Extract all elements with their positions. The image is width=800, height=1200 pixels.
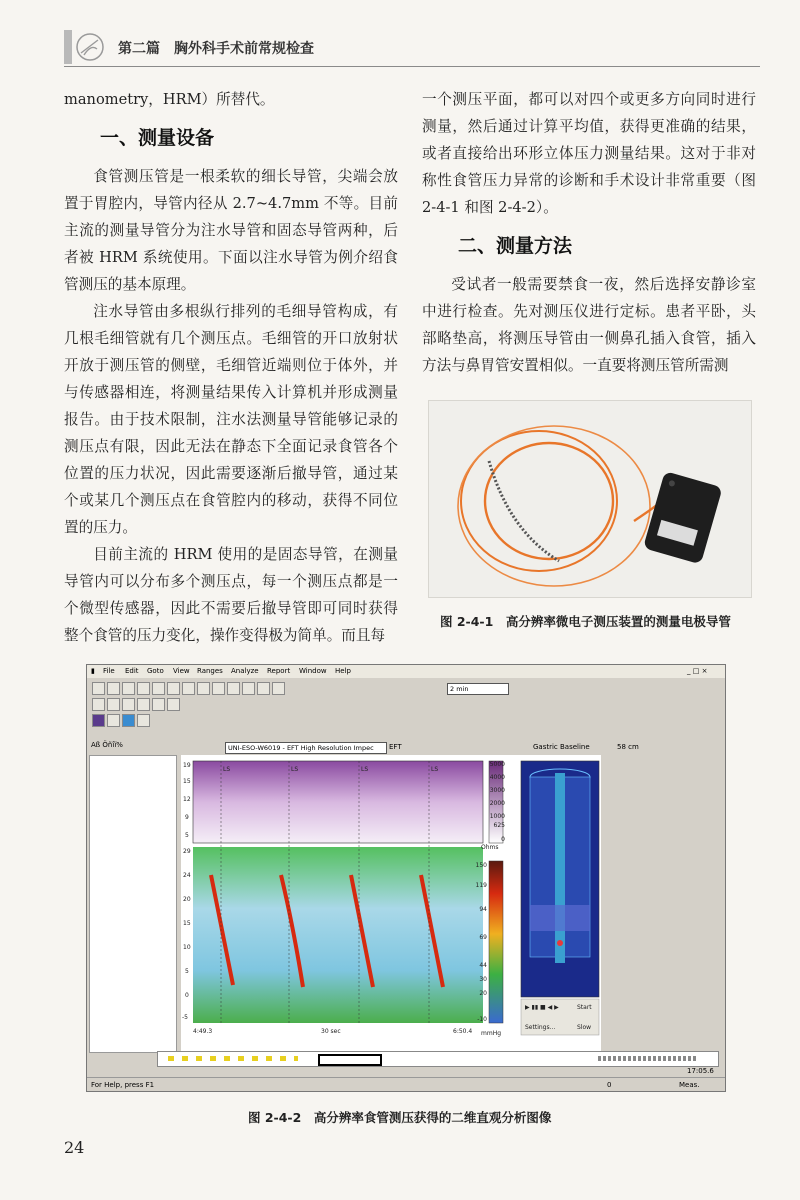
- status-time: 17:05.6: [687, 1067, 714, 1075]
- toolbar-navigation: [91, 697, 181, 711]
- zoom-in-icon[interactable]: [242, 682, 255, 695]
- svg-text:20: 20: [479, 990, 487, 997]
- paragraph: 食管测压管是一根柔软的细长导管，尖端会放置于胃腔内，导管内径从 2.7~4.7mm 不等。目前主流的测量导管分为注水导管和固态导管两种，后者被 HRM 系统使用。下面以注水导管为例介绍食管测压的基本原理。: [64, 168, 398, 293]
- page-number: 24: [64, 1138, 85, 1157]
- fast-forward-icon[interactable]: [107, 698, 120, 711]
- section-heading-equipment: 一、测量设备: [100, 127, 215, 149]
- next-icon[interactable]: [167, 698, 180, 711]
- pressure-heatmap: [193, 847, 483, 1023]
- time-end: 6:50.4: [453, 1028, 473, 1035]
- right-column: [422, 86, 756, 379]
- impedance-unit: Ohms: [481, 844, 499, 851]
- cut-icon[interactable]: [182, 682, 195, 695]
- status-text: For Help, press F1: [91, 1081, 155, 1089]
- view-color-icon[interactable]: [92, 714, 105, 727]
- menu-edit[interactable]: Edit: [125, 667, 139, 675]
- svg-text:69: 69: [479, 934, 487, 941]
- step-forward-icon[interactable]: [137, 698, 150, 711]
- open-icon[interactable]: [92, 682, 105, 695]
- marker-label: LS: [291, 766, 299, 773]
- pointer-icon[interactable]: [137, 682, 150, 695]
- y-tick: 20: [183, 896, 191, 903]
- menu-goto[interactable]: Goto: [147, 667, 164, 675]
- timeline-events: [168, 1056, 298, 1061]
- svg-text:-10: -10: [477, 1016, 487, 1023]
- paragraph: 注水导管由多根纵行排列的毛细导管构成，有几根毛细管就有几个测压点。毛细管的开口放射状开放于测压管的侧壁，毛细管近端则位于体外，并与传感器相连，将测量结果传入计算机并形成测量报告。由于技术限制，注水法测量导管能够记录的测压点有限，因此无法在静态下全面记录食管各个位置的压力状况，因此需要逐渐后撤导管，通过某个或某几个测压点在食管腔内的移动，获得不同位置的压力。: [64, 303, 398, 536]
- app-icon: ▮: [91, 667, 95, 675]
- y-tick: -5: [182, 1014, 188, 1021]
- y-tick: 24: [183, 872, 191, 879]
- window-controls[interactable]: _ □ ×: [687, 667, 708, 675]
- status-bar: [87, 1067, 725, 1092]
- timeline-events-right: [598, 1056, 698, 1061]
- header-title: 第二篇 胸外科手术前常规检查: [118, 41, 314, 57]
- menu-ranges[interactable]: Ranges: [197, 667, 223, 675]
- eft-label: EFT: [389, 743, 402, 751]
- svg-text:44: 44: [479, 962, 487, 969]
- menu-window[interactable]: Window: [299, 667, 327, 675]
- time-window-select[interactable]: 2 min: [447, 683, 509, 695]
- hrm-software-screenshot: [86, 664, 726, 1092]
- marker-label: LS: [431, 766, 439, 773]
- svg-text:3000: 3000: [489, 787, 505, 794]
- y-tick: 12: [183, 796, 191, 803]
- impedance-heatmap: [193, 761, 483, 843]
- y-tick: 0: [185, 992, 189, 999]
- y-tick: 5: [185, 832, 189, 839]
- y-tick: 29: [183, 848, 191, 855]
- menu-view[interactable]: View: [173, 667, 190, 675]
- select-icon[interactable]: [167, 682, 180, 695]
- svg-text:2000: 2000: [489, 800, 505, 807]
- paragraph: 一个测压平面，都可以对四个或更多方向同时进行测量，然后通过计算平均值，获得更准确的结果，或者直接给出环形立体压力测量结果。这对于非对称性食管压力异常的诊断和手术设计非常重要（图 2-4-1 和图 2-4-2）。: [422, 91, 756, 216]
- status-zero: 0: [607, 1081, 612, 1089]
- paragraph: 目前主流的 HRM 使用的是固态导管，在测量导管内可以分布多个测压点，每一个测压点都是一个微型传感器，因此不需要后撤导管即可同时获得整个食管的压力变化，操作变得极为简单。而且每: [64, 546, 398, 644]
- svg-text:30: 30: [479, 976, 487, 983]
- svg-text:5000: 5000: [489, 761, 505, 768]
- zoom-out-icon[interactable]: [257, 682, 270, 695]
- lead-line: manometry，HRM）所替代。: [64, 91, 275, 108]
- timeline-bar[interactable]: [157, 1051, 719, 1067]
- channel-sidebar: [89, 755, 177, 1053]
- y-tick: 9: [185, 814, 189, 821]
- figure-catheter-photo: [428, 400, 752, 598]
- menu-help[interactable]: Help: [335, 667, 351, 675]
- rewind-icon[interactable]: [92, 698, 105, 711]
- pen-icon[interactable]: [152, 682, 165, 695]
- marker-label: LS: [223, 766, 231, 773]
- settings-button: Settings...: [525, 1024, 556, 1031]
- hrm-plot: [181, 755, 601, 1055]
- paste-icon[interactable]: [212, 682, 225, 695]
- status-meas: Meas.: [679, 1081, 700, 1089]
- toolbar-views: [91, 713, 151, 727]
- book-logo-icon: [64, 30, 108, 64]
- pressure-colorbar: [489, 861, 503, 1023]
- print-icon[interactable]: [122, 682, 135, 695]
- zoom-icon[interactable]: [227, 682, 240, 695]
- copy-icon[interactable]: [197, 682, 210, 695]
- fit-icon[interactable]: [272, 682, 285, 695]
- header-rule: [64, 66, 760, 67]
- baseline-label: Gastric Baseline: [533, 743, 590, 751]
- catheter-image: [429, 401, 751, 597]
- svg-text:625: 625: [493, 822, 505, 829]
- menu-file[interactable]: File: [103, 667, 115, 675]
- view-chart-icon[interactable]: [107, 714, 120, 727]
- section-heading-method: 二、测量方法: [458, 235, 573, 257]
- slow-label: Slow: [577, 1024, 592, 1031]
- running-header: [64, 26, 760, 68]
- y-tick: 15: [183, 778, 191, 785]
- svg-text:94: 94: [479, 906, 487, 913]
- view-list-icon[interactable]: [137, 714, 150, 727]
- svg-text:119: 119: [475, 882, 487, 889]
- y-tick: 15: [183, 920, 191, 927]
- start-label: Start: [577, 1004, 592, 1011]
- figure1-caption: 图 2-4-1 高分辨率微电子测压装置的测量电极导管: [440, 614, 731, 629]
- toolbar-main: [91, 681, 286, 695]
- svg-text:4000: 4000: [489, 774, 505, 781]
- save-icon[interactable]: [107, 682, 120, 695]
- prev-icon[interactable]: [152, 698, 165, 711]
- left-column: [64, 86, 398, 649]
- svg-text:150: 150: [475, 862, 487, 869]
- step-back-icon[interactable]: [122, 698, 135, 711]
- y-tick: 5: [185, 968, 189, 975]
- menu-analyze[interactable]: Analyze: [231, 667, 259, 675]
- svg-text:▶ ▮▮ ■ ◀ ▶: ▶ ▮▮ ■ ◀ ▶: [525, 1004, 559, 1011]
- paragraph: 受试者一般需要禁食一夜，然后选择安静诊室中进行检查。先对测压仪进行定标。患者平卧，头部略垫高，将测压导管由一侧鼻孔插入食管，插入方法与鼻胃管安置相似。一直要将测压管所需测: [422, 276, 756, 374]
- pressure-unit: mmHg: [481, 1030, 502, 1037]
- menu-report[interactable]: Report: [267, 667, 291, 675]
- y-tick: 19: [183, 762, 191, 769]
- view-3d-icon[interactable]: [122, 714, 135, 727]
- y-tick: 10: [183, 944, 191, 951]
- menu-bar: [87, 665, 725, 678]
- svg-text:1000: 1000: [489, 813, 505, 820]
- svg-text:0: 0: [501, 836, 505, 843]
- sidebar-label: Aß Öñîï%: [91, 741, 123, 749]
- channel-select[interactable]: UNI-ESO-W6019 - EFT High Resolution Impec: [225, 742, 387, 754]
- figure2-caption: 图 2-4-2 高分辨率食管测压获得的二维直观分析图像: [248, 1110, 552, 1125]
- length-label: 58 cm: [617, 743, 639, 751]
- marker-label: LS: [361, 766, 369, 773]
- time-scale: 30 sec: [321, 1028, 341, 1035]
- time-start: 4:49.3: [193, 1028, 213, 1035]
- timeline-window[interactable]: [318, 1054, 382, 1066]
